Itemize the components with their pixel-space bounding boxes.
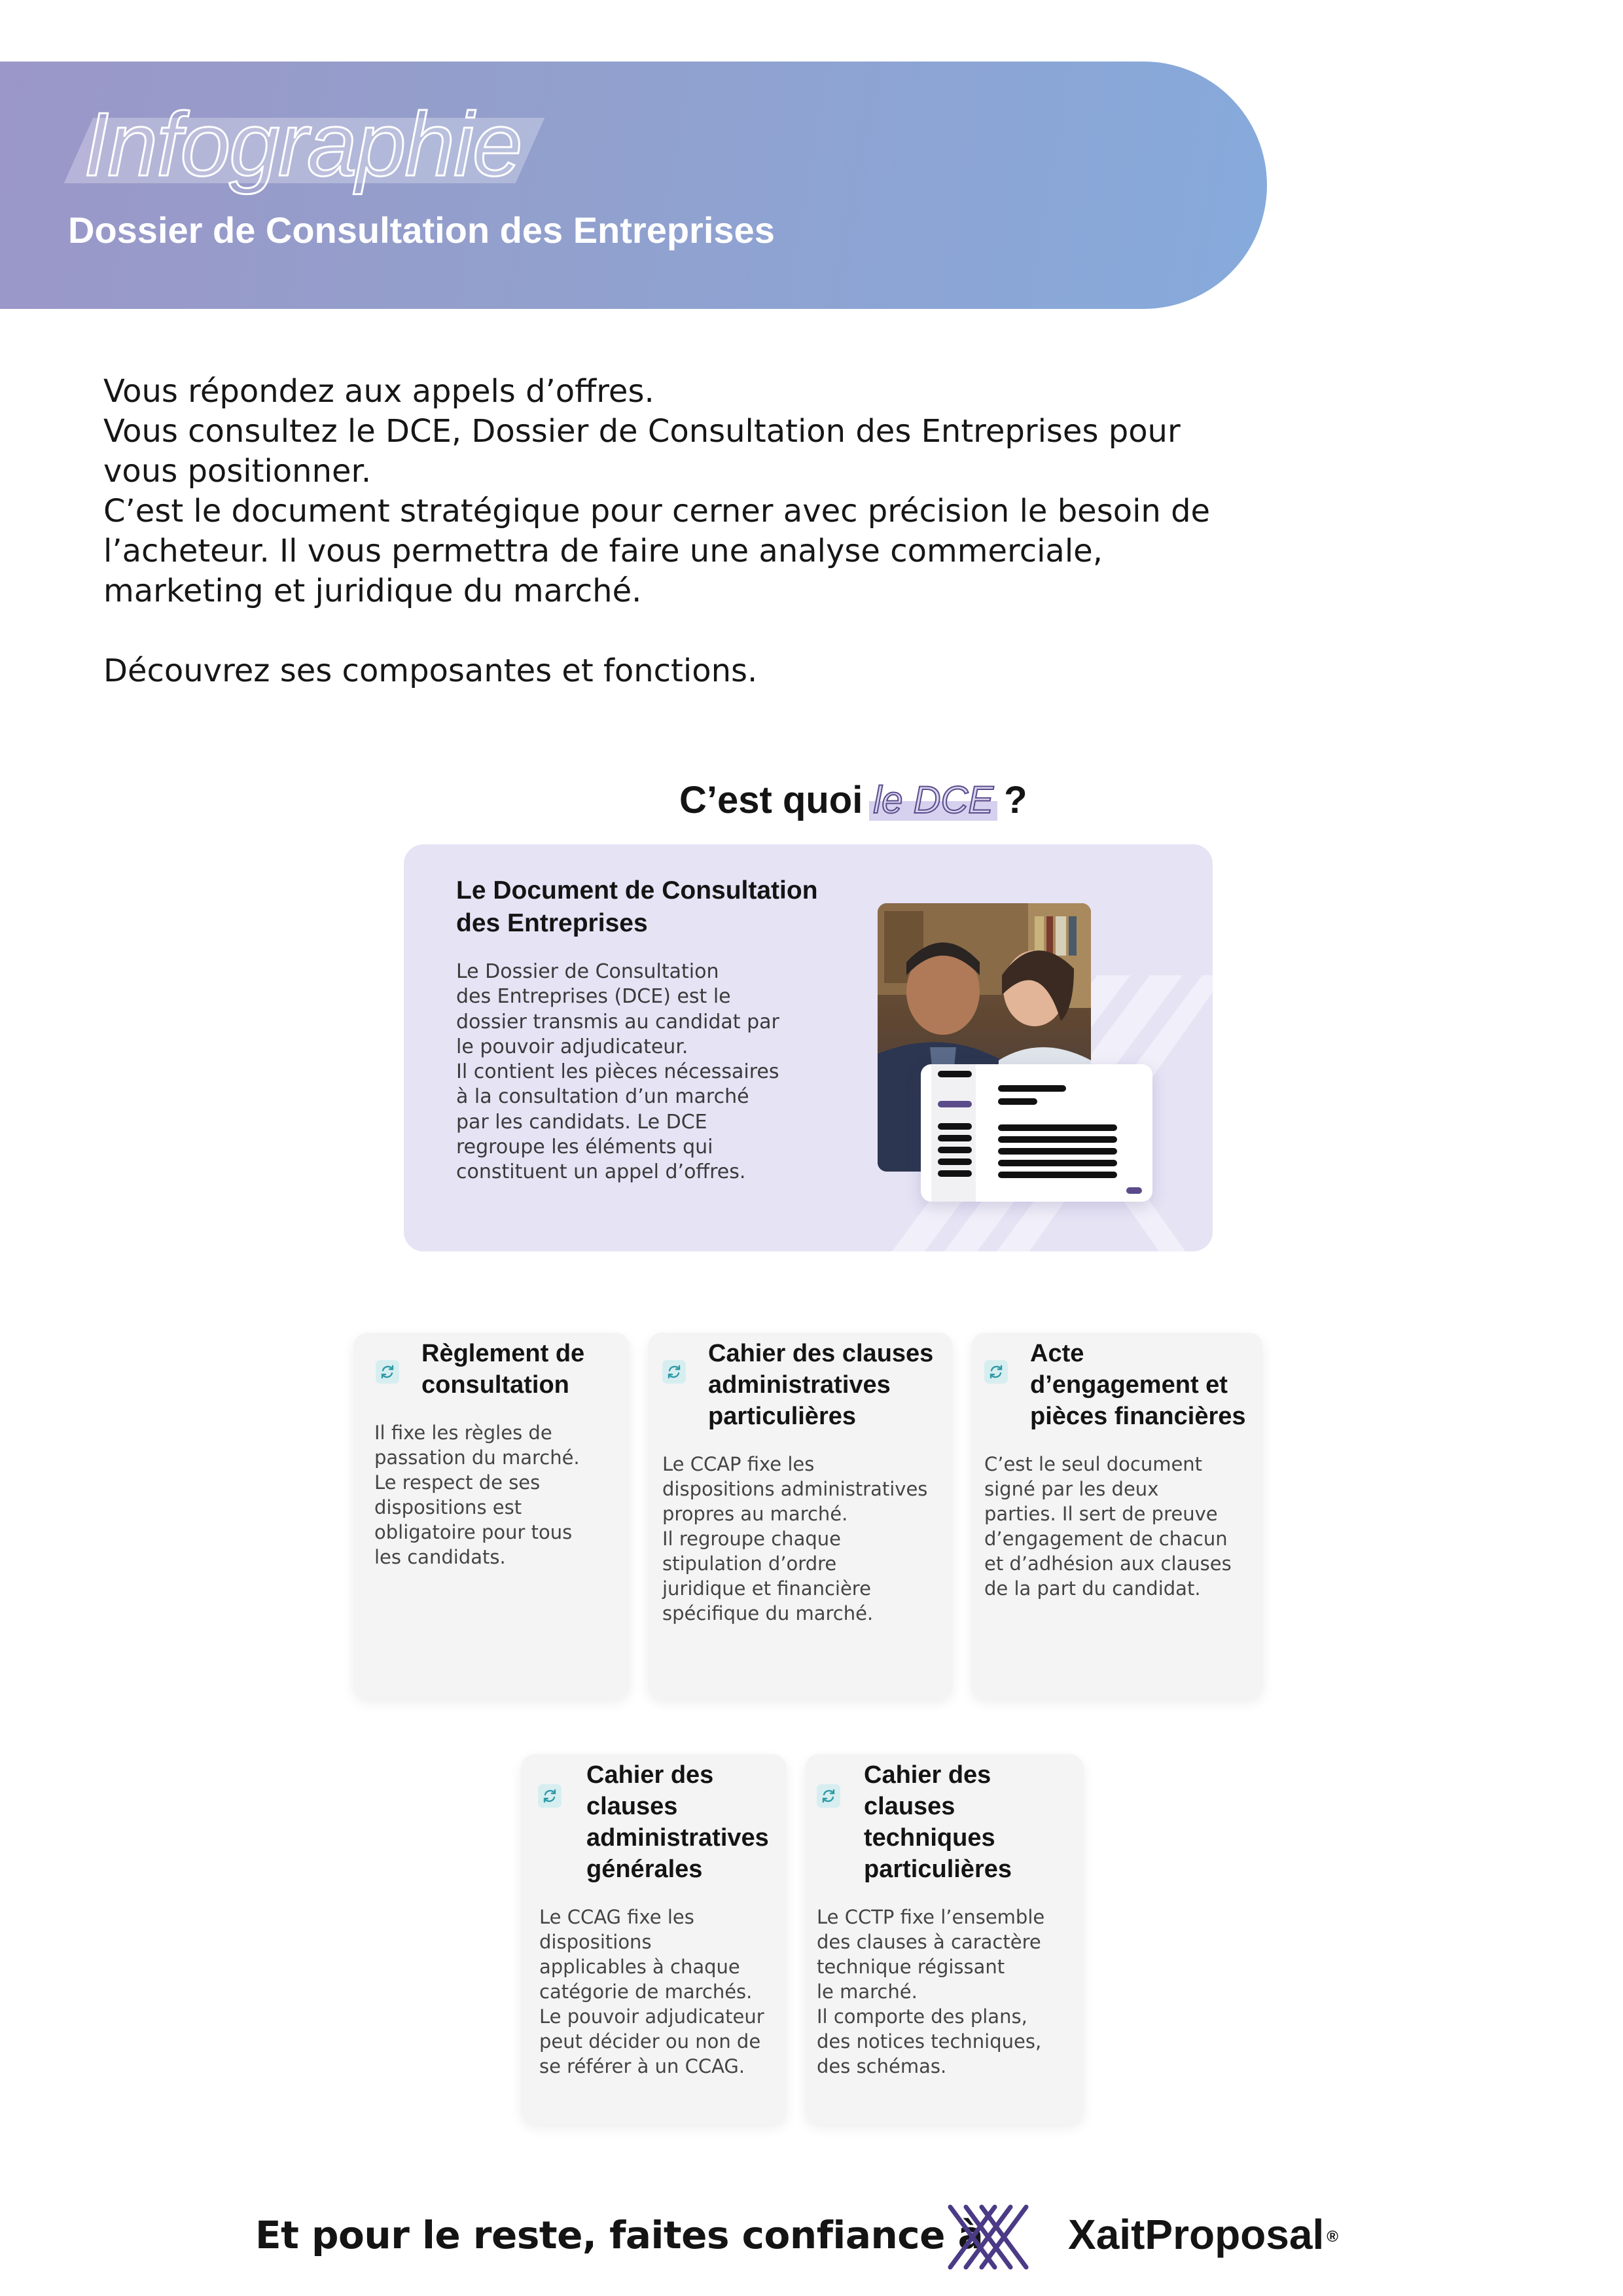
card-text: Il fixe les règles de passation du marché. Le respect de ses dispositions est obligatoire pour tous les candidats. (374, 1422, 580, 1568)
section-title-prefix: C’est quoi (679, 779, 863, 821)
card-title: Cahier des clauses administratives particulières (708, 1340, 934, 1430)
card-acte-engagement (971, 1333, 1263, 1699)
card-title: Cahier des clauses administratives générales (586, 1761, 769, 1883)
intro-line: Vous répondez aux appels d’offres. (103, 373, 654, 410)
header-subtitle: Dossier de Consultation des Entreprises (68, 209, 775, 251)
card-title: Acte d’engagement et pièces financières (1030, 1340, 1246, 1430)
dce-definition-card (404, 844, 1213, 1251)
card-title: Règlement de consultation (421, 1340, 585, 1399)
card-text: Le CCAG fixe les dispositions applicables à chaque catégorie de marchés. Le pouvoir adjudicateur peut décider ou non de se référer à un CCAG. (539, 1906, 764, 2077)
card-ccap (648, 1333, 953, 1699)
footer-tagline: Et pour le reste, faites confiance à (255, 2213, 984, 2257)
card-title: Cahier des clauses techniques particulières (864, 1761, 1012, 1883)
card-text: C’est le seul document signé par les deux parties. Il sert de preuve d’engagement de chacun et d’adhésion aux clauses de la part du candidat. (984, 1453, 1232, 1600)
card-cctp (805, 1754, 1084, 2125)
main-card-title: Le Document de Consultation des Entreprises (456, 876, 818, 937)
brand-name: XaitProposal ® (1068, 2211, 1338, 2258)
intro-line: vous positionner. (103, 453, 372, 490)
section-title-highlight: le DCE (873, 778, 993, 823)
intro-line: marketing et juridique du marché. (103, 573, 642, 609)
section-title-suffix: ? (1004, 779, 1027, 821)
intro-text (103, 372, 1268, 691)
section-title (679, 778, 1027, 823)
card-ccag (521, 1754, 787, 2125)
card-text: Le CCTP fixe l’ensemble des clauses à caractère technique régissant le marché. Il comporte des plans, des notices techniques, des schémas. (817, 1906, 1045, 2077)
refresh-icon (984, 1360, 1008, 1384)
intro-line: l’acheteur. Il vous permettra de faire une analyse commerciale, (103, 533, 1103, 569)
main-card-description: Le Dossier de Consultation des Entreprises (DCE) est le dossier transmis au candidat par le pouvoir adjudicateur. Il contient les pièces nécessaires à la consultation d’un marché par les candidats. Le DCE regroupe les éléments qui constituent un appel d’offres. (456, 960, 779, 1184)
refresh-icon (817, 1784, 840, 1808)
refresh-icon (538, 1784, 562, 1808)
card-text: Le CCAP fixe les dispositions administratives propres au marché. Il regroupe chaque stipulation d’ordre juridique et financière spécifique du marché. (662, 1453, 928, 1624)
refresh-icon (662, 1360, 686, 1384)
intro-line: C’est le document stratégique pour cerner avec précision le besoin de (103, 493, 1211, 529)
document-illustration (921, 1064, 1152, 1202)
refresh-icon (376, 1360, 399, 1384)
xait-x-logo-icon (946, 2203, 1034, 2271)
intro-cta: Découvrez ses composantes et fonctions. (103, 653, 758, 689)
header-title: Infographie (84, 94, 522, 195)
card-reglement-consultation (353, 1333, 630, 1699)
intro-line: Vous consultez le DCE, Dossier de Consultation des Entreprises pour (103, 413, 1181, 450)
registered-mark: ® (1327, 2228, 1338, 2246)
